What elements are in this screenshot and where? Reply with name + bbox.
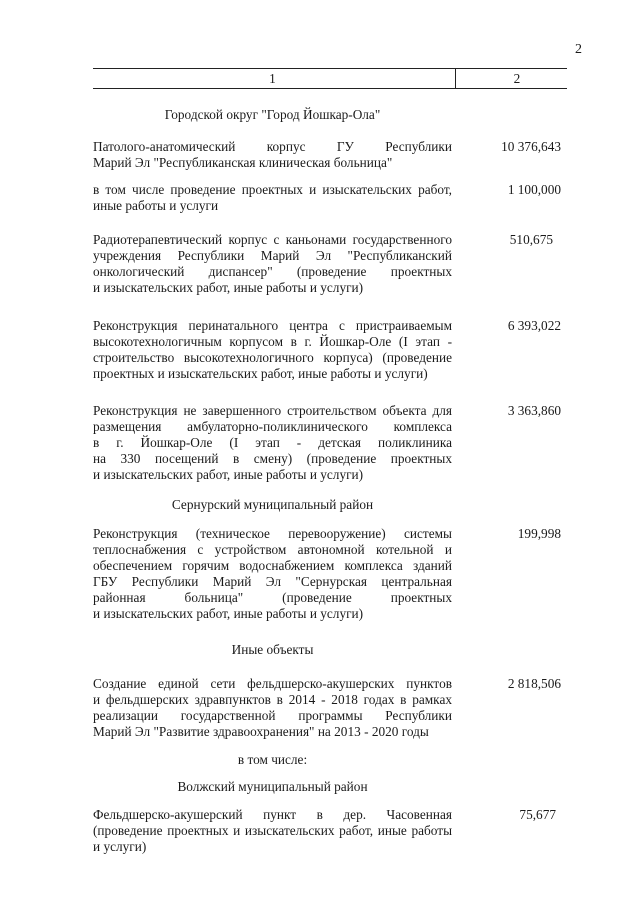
description-line: Реконструкция не завершенного строительством объекта для: [93, 403, 452, 418]
description-line: проектных и изыскательских работ, иные работы и услуги): [93, 366, 428, 381]
table-header-bottom-rule: [93, 88, 567, 89]
section-heading: Городской округ "Город Йошкар-Ола": [164, 107, 381, 122]
description-line: и фельдшерских здравпунктов в 2014 - 2018 годах в рамках: [93, 692, 452, 707]
description-line: обеспечением горячим водоснабжением комплекса зданий: [93, 558, 452, 573]
object-description: [93, 676, 452, 740]
object-row: [93, 403, 561, 483]
object-row: [93, 526, 561, 622]
section-heading: Сернурский муниципальный район: [171, 497, 374, 512]
object-amount: 75,677: [519, 807, 556, 822]
description-line: в г. Йошкар-Оле (I этап - детская поликлиника: [93, 435, 452, 450]
description-line: Фельдшерско-акушерский пункт в дер. Часовенная: [93, 807, 452, 822]
object-row: [93, 139, 561, 171]
table-header-col2-label: 2: [513, 71, 521, 86]
description-line: в том числе проведение проектных и изыскательских работ,: [93, 182, 452, 197]
object-amount: 10 376,643: [501, 139, 561, 154]
object-description: [93, 807, 452, 855]
description-line: и изыскательских работ, иные работы и услуги): [93, 280, 364, 295]
object-amount: 199,998: [517, 526, 561, 541]
description-line: реализации государственной программы Республики: [93, 708, 452, 723]
object-row: [93, 318, 561, 382]
subsection-label: в том числе:: [237, 752, 308, 767]
object-amount: 1 100,000: [507, 182, 561, 197]
object-description: [93, 232, 452, 296]
description-line: на 330 посещений в смену) (проведение проектных: [93, 451, 452, 466]
description-line: и изыскательских работ, иные работы и услуги): [93, 467, 364, 482]
object-description: [93, 318, 452, 382]
section-heading: Иные объекты: [231, 642, 314, 657]
table-header-top-rule: [93, 68, 567, 69]
object-amount: 510,675: [509, 232, 553, 247]
description-line: Марий Эл "Развитие здравоохранения" на 2013 - 2020 годы: [93, 724, 429, 739]
description-line: высокотехнологичным корпусом в г. Йошкар-Оле (I этап -: [93, 334, 452, 349]
section-heading: Волжский муниципальный район: [177, 779, 368, 794]
object-description: [93, 182, 452, 214]
description-line: и изыскательских работ, иные работы и услуги): [93, 606, 364, 621]
description-line: онкологический диспансер" (проведение проектных: [93, 264, 452, 279]
table-header-col1-label: 1: [269, 71, 276, 86]
object-amount: 3 363,860: [507, 403, 561, 418]
object-row: [93, 807, 561, 855]
object-row: [93, 676, 561, 740]
description-line: Создание единой сети фельдшерско-акушерских пунктов: [93, 676, 452, 691]
object-description: [93, 403, 452, 483]
table-header-divider: [455, 68, 456, 89]
description-line: Марий Эл "Республиканская клиническая больница": [93, 155, 393, 170]
description-line: иные работы и услуги: [93, 198, 219, 213]
description-line: ГБУ Республики Марий Эл "Сернурская центральная: [93, 574, 452, 589]
object-row: [93, 232, 561, 296]
description-line: Реконструкция перинатального центра с пристраиваемым: [93, 318, 452, 333]
object-amount: 6 393,022: [507, 318, 561, 333]
description-line: Патолого-анатомический корпус ГУ Республики: [93, 139, 452, 154]
description-line: строительство высокотехнологичного корпуса) (проведение: [93, 350, 452, 365]
description-line: учреждения Республики Марий Эл "Республиканский: [93, 248, 452, 263]
description-line: теплоснабжения с устройством автономной котельной и: [93, 542, 452, 557]
description-line: Радиотерапевтический корпус с каньонами государственного: [93, 232, 452, 247]
description-line: (проведение проектных и изыскательских работ, иные работы: [93, 823, 452, 838]
object-description: [93, 526, 452, 622]
description-line: Реконструкция (техническое перевооружение) системы: [93, 526, 452, 541]
object-row: [93, 182, 561, 214]
description-line: районная больница" (проведение проектных: [93, 590, 452, 605]
object-description: [93, 139, 452, 171]
description-line: размещения амбулаторно-поликлинического комплекса: [93, 419, 452, 434]
object-amount: 2 818,506: [507, 676, 561, 691]
page-number: 2: [575, 42, 582, 57]
description-line: и услуги): [93, 839, 147, 854]
